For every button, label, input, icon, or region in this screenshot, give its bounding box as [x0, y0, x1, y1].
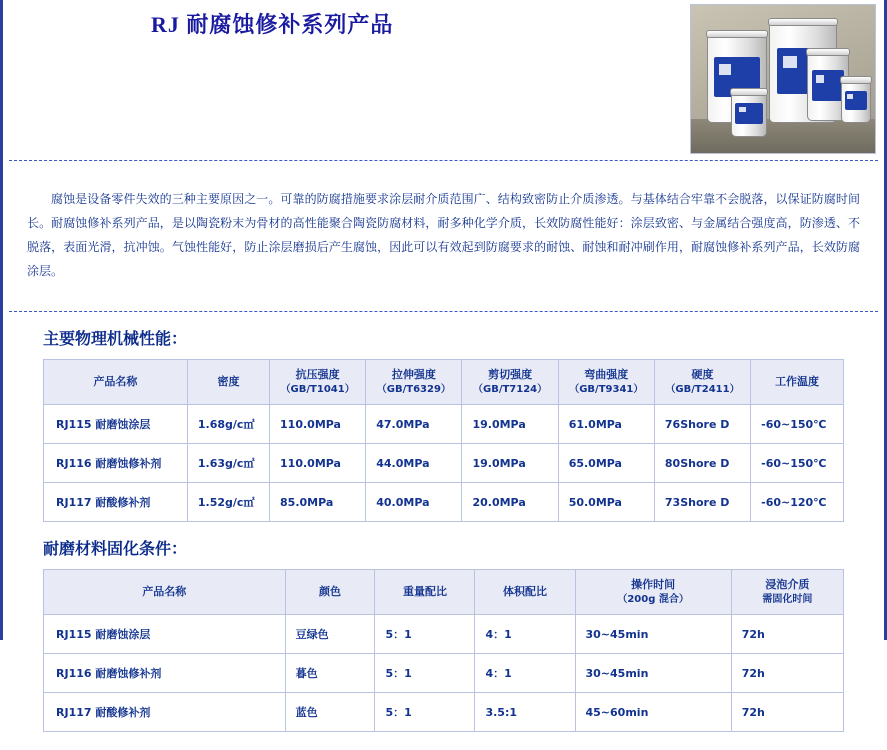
table-cell: 73Shore D	[654, 483, 750, 522]
row-product-name: RJ116 耐磨蚀修补剂	[44, 444, 188, 483]
row-product-name: RJ115 耐磨蚀涂层	[44, 615, 286, 654]
table-row	[44, 615, 844, 654]
table-cell: 暮色	[285, 654, 375, 693]
page-header	[3, 0, 884, 160]
section-mechanical-properties	[3, 326, 884, 522]
table-cell: 30~45min	[575, 654, 731, 693]
curing-conditions-table	[43, 569, 844, 732]
column-header: 硬度 （GB/T2411）	[654, 360, 750, 405]
table-row	[44, 444, 844, 483]
table-cell: 85.0MPa	[270, 483, 366, 522]
table-body	[44, 405, 844, 522]
mechanical-properties-table	[43, 359, 844, 522]
column-header: 密度	[187, 360, 269, 405]
table-cell: 80Shore D	[654, 444, 750, 483]
intro-paragraph: 腐蚀是设备零件失效的三种主要原因之一。可靠的防腐措施要求涂层耐介质范围广、结构致密防止介质渗透。与基体结合牢靠不会脱落，以保证防腐时间长。耐腐蚀修补系列产品，是以陶瓷粉末为骨材的高性能聚合陶瓷防腐材料，耐多种化学介质，长效防腐性能好：涂层致密、与金属结合强度高，防渗透、不脱落，表面光滑，抗冲蚀。气蚀性能好，防止涂层磨损后产生腐蚀，因此可以有效起到防腐要求的耐蚀、耐蚀和耐冲刷作用，耐腐蚀修补系列产品，长效防腐涂层。	[27, 192, 860, 278]
column-header: 操作时间 （200g 混合）	[575, 570, 731, 615]
section2-title: 耐磨材料固化条件：	[43, 539, 188, 558]
row-product-name: RJ115 耐磨蚀涂层	[44, 405, 188, 444]
table-row	[44, 693, 844, 732]
table-cell: 1.52g/c㎡	[187, 483, 269, 522]
table-cell: 3.5:1	[475, 693, 575, 732]
table-cell: 蓝色	[285, 693, 375, 732]
table-cell: 50.0MPa	[558, 483, 654, 522]
table-cell: 19.0MPa	[462, 444, 558, 483]
bottom-spacer	[3, 732, 884, 750]
table-row	[44, 654, 844, 693]
table-cell: 45~60min	[575, 693, 731, 732]
row-product-name: RJ116 耐磨蚀修补剂	[44, 654, 286, 693]
table-cell: -60~120℃	[751, 483, 844, 522]
column-header: 拉伸强度 （GB/T6329）	[366, 360, 462, 405]
table-row	[44, 483, 844, 522]
product-photo	[690, 4, 876, 154]
table-cell: 30~45min	[575, 615, 731, 654]
table-cell: 4：1	[475, 615, 575, 654]
table-cell: 72h	[731, 654, 843, 693]
table-cell: 5：1	[375, 615, 475, 654]
bottom-divider	[9, 311, 878, 312]
column-header: 体积配比	[475, 570, 575, 615]
table-cell: 豆绿色	[285, 615, 375, 654]
table-cell: 5：1	[375, 654, 475, 693]
column-header: 浸泡介质 需固化时间	[731, 570, 843, 615]
column-header: 弯曲强度 （GB/T9341）	[558, 360, 654, 405]
section1-title: 主要物理机械性能：	[43, 329, 188, 348]
table-cell: 44.0MPa	[366, 444, 462, 483]
table-cell: 72h	[731, 693, 843, 732]
table-cell: 110.0MPa	[270, 405, 366, 444]
table-row	[44, 405, 844, 444]
table-cell: -60~150℃	[751, 405, 844, 444]
row-product-name: RJ117 耐酸修补剂	[44, 483, 188, 522]
column-header: 颜色	[285, 570, 375, 615]
table-cell: 72h	[731, 615, 843, 654]
table-cell: 1.63g/c㎡	[187, 444, 269, 483]
column-header: 重量配比	[375, 570, 475, 615]
table-cell: 65.0MPa	[558, 444, 654, 483]
section-curing-conditions	[3, 536, 884, 732]
paint-bucket-icon	[731, 91, 767, 137]
column-header: 剪切强度 （GB/T7124）	[462, 360, 558, 405]
table-cell: 5：1	[375, 693, 475, 732]
table-header-row	[44, 570, 844, 615]
table-cell: -60~150℃	[751, 444, 844, 483]
paint-bucket-icon	[841, 79, 871, 123]
table-header-row	[44, 360, 844, 405]
table-cell: 76Shore D	[654, 405, 750, 444]
table-cell: 1.68g/c㎡	[187, 405, 269, 444]
photo-shelf	[691, 119, 875, 153]
table-cell: 40.0MPa	[366, 483, 462, 522]
column-header: 抗压强度 （GB/T1041）	[270, 360, 366, 405]
page-title: RJ 耐腐蚀修补系列产品	[151, 12, 394, 37]
column-header: 产品名称	[44, 360, 188, 405]
table-cell: 47.0MPa	[366, 405, 462, 444]
table-body	[44, 615, 844, 732]
table-cell: 110.0MPa	[270, 444, 366, 483]
table-cell: 4：1	[475, 654, 575, 693]
top-divider	[9, 160, 878, 161]
table-cell: 19.0MPa	[462, 405, 558, 444]
column-header: 工作温度	[751, 360, 844, 405]
table-cell: 61.0MPa	[558, 405, 654, 444]
row-product-name: RJ117 耐酸修补剂	[44, 693, 286, 732]
table-cell: 20.0MPa	[462, 483, 558, 522]
column-header: 产品名称	[44, 570, 286, 615]
